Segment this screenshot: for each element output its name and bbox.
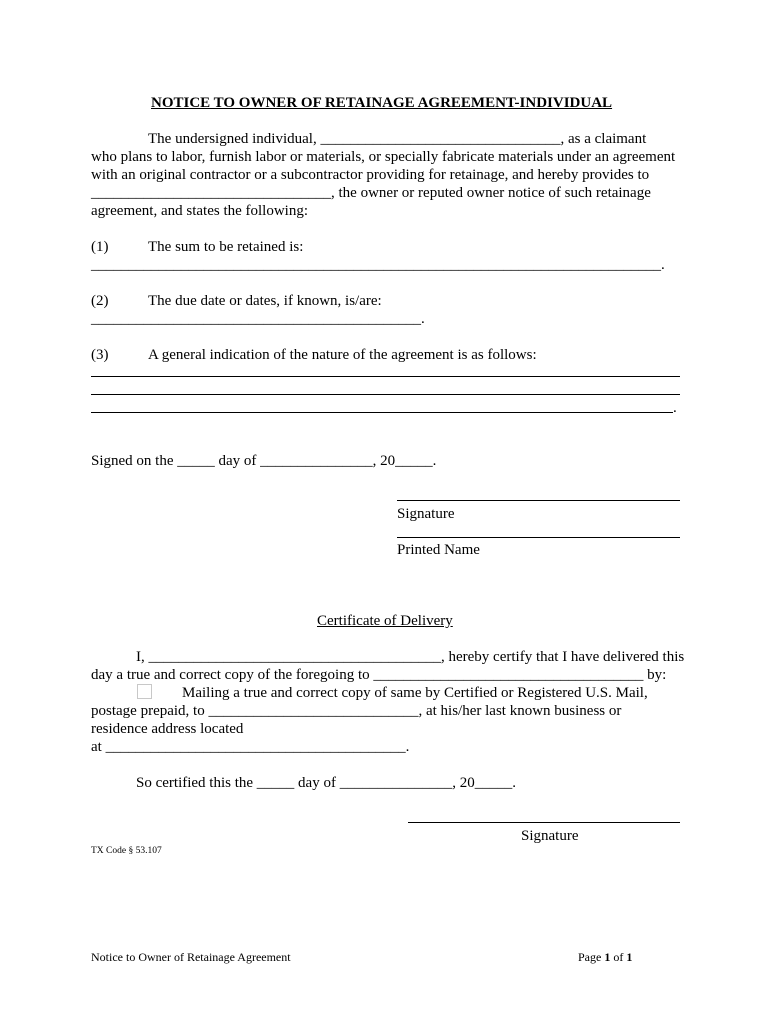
signature-label: Signature [397, 506, 455, 522]
address-at-line: at ________________________________________. [91, 739, 410, 755]
item-1-number: (1) [91, 239, 109, 255]
footer-of-word: of [613, 950, 624, 964]
footer-page-total: 1 [626, 950, 633, 964]
document-title: NOTICE TO OWNER OF RETAINAGE AGREEMENT-INDIVIDUAL [151, 95, 613, 111]
so-certified-line: So certified this the _____ day of _______________, 20_____. [136, 775, 516, 791]
mailing-text: Mailing a true and correct copy of same by Certified or Registered U.S. Mail, [182, 685, 648, 701]
intro-line-1: The undersigned individual, ________________________________, as a claimant [148, 131, 647, 147]
certificate-heading: Certificate of Delivery [317, 613, 453, 629]
footer-page-word: Page [578, 950, 602, 964]
footer-title: Notice to Owner of Retainage Agreement [91, 950, 291, 964]
item-2-blank: ____________________________________________. [91, 311, 425, 327]
footer-page-number [578, 948, 632, 966]
signature-line [397, 500, 680, 501]
certificate-line-1: I, _______________________________________, hereby certify that I have delivered this [136, 649, 685, 665]
item-3-number: (3) [91, 347, 109, 363]
intro-line-3: with an original contractor or a subcontractor providing for retainage, and hereby provides to [91, 167, 650, 183]
footer-page-current: 1 [604, 950, 611, 964]
intro-line-4: ________________________________, the owner or reputed owner notice of such retainage [91, 185, 651, 201]
signed-on-line: Signed on the _____ day of _______________, 20_____. [91, 453, 437, 469]
certificate-signature-label: Signature [521, 828, 579, 844]
residence-line: residence address located [91, 721, 244, 737]
printed-name-label: Printed Name [397, 542, 480, 558]
code-reference: TX Code § 53.107 [91, 846, 162, 856]
mailing-checkbox[interactable] [137, 684, 152, 699]
item-3-period: . [673, 400, 677, 416]
item-3-text: A general indication of the nature of the agreement is as follows: [148, 347, 537, 363]
item-1-text: The sum to be retained is: [148, 239, 304, 255]
item-2-number: (2) [91, 293, 109, 309]
item-3-rule-2 [91, 394, 680, 395]
certificate-line-2: day a true and correct copy of the foregoing to ____________________________________ by: [91, 667, 667, 683]
intro-line-5: agreement, and states the following: [91, 203, 309, 219]
item-2-text: The due date or dates, if known, is/are: [148, 293, 382, 309]
postage-line: postage prepaid, to ____________________________, at his/her last known business or [91, 703, 622, 719]
printed-name-line [397, 537, 680, 538]
item-3-rule-3 [91, 412, 673, 413]
intro-line-2: who plans to labor, furnish labor or materials, or specially fabricate materials under an agreement [91, 149, 676, 165]
item-3-rule-1 [91, 376, 680, 377]
item-1-blank: ____________________________________________________________________________. [91, 257, 665, 273]
certificate-signature-line [408, 822, 680, 823]
